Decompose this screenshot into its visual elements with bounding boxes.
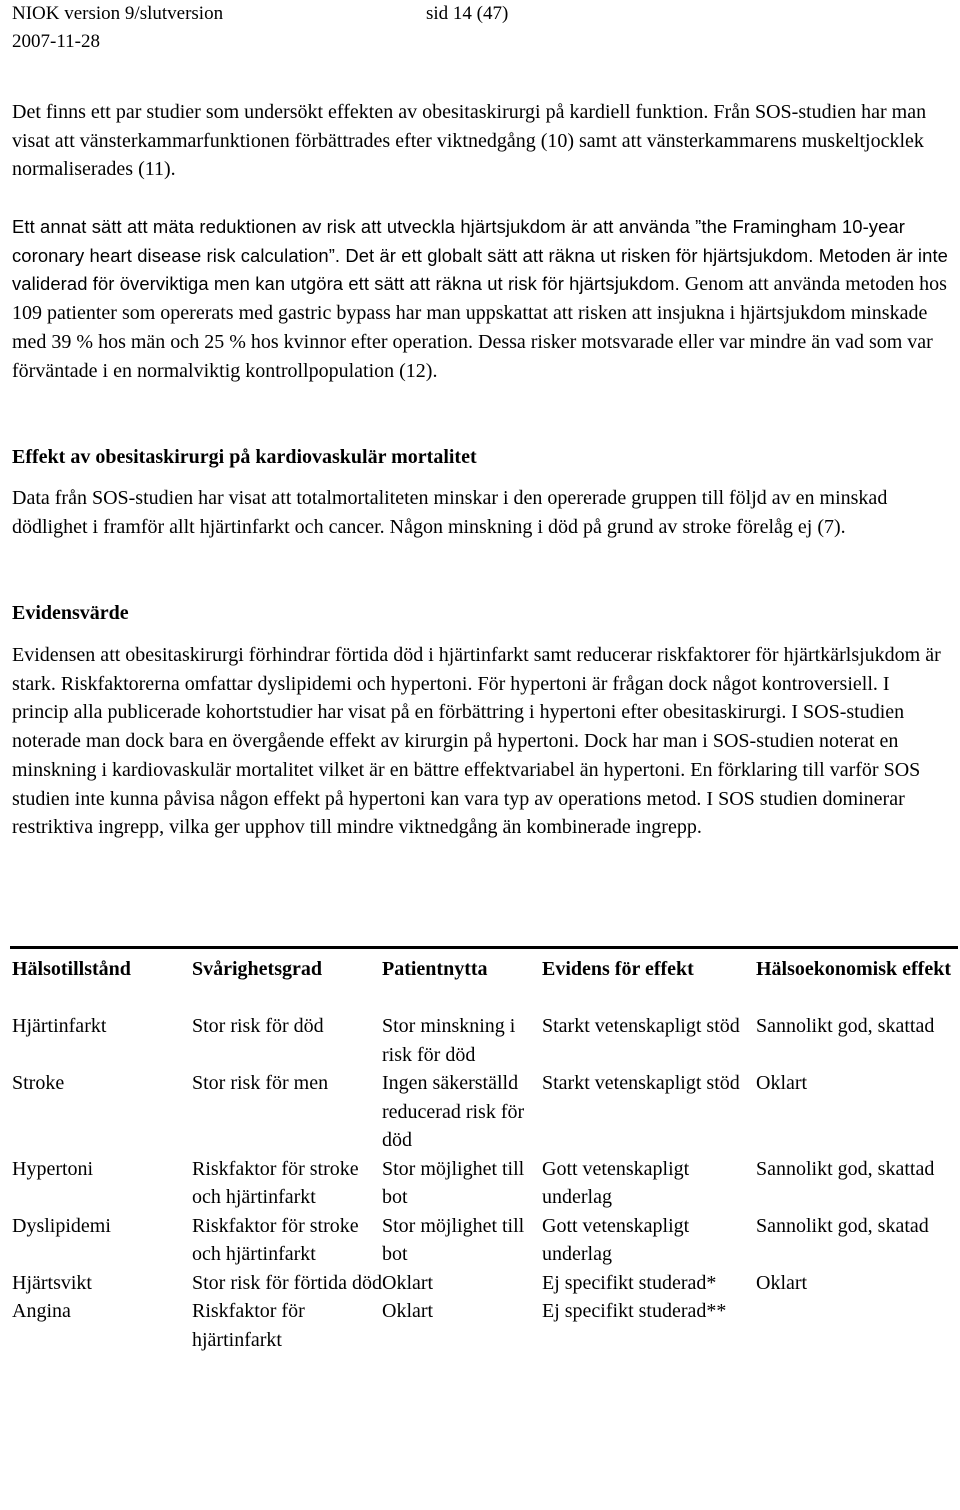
table-cell: Stor minskning i risk för död (382, 1015, 516, 1066)
paragraph-mortality (12, 484, 948, 541)
section-heading: Effekt av obesitaskirurgi på kardiovaskulär mortalitet (12, 446, 477, 468)
table-cell: Oklart (382, 1271, 434, 1294)
table-cell: Starkt vetenskapligt stöd (542, 1072, 740, 1094)
paragraph-framingham (12, 213, 948, 385)
table-cell: Gott vetenskapligt underlag (542, 1157, 690, 1208)
table-cell: Gott vetenskapligt underlag (542, 1214, 690, 1265)
table-cell: Ej specifikt studerad* (542, 1271, 717, 1294)
column-header-severity: Svårighetsgrad (192, 958, 322, 980)
table-cell: Hjärtsvikt (12, 1271, 92, 1294)
validation-sentence: Metoden är inte validerad för överviktiga men kan utgöra ett sätt att räkna ut risk för hjärtsjukdom. (12, 244, 948, 295)
table-cell: Riskfaktor för stroke och hjärtinfarkt (192, 1157, 359, 1208)
table-cell: Oklart (382, 1300, 434, 1322)
table-cell: Oklart (756, 1072, 808, 1094)
body-paragraph: Det finns ett par studier som undersökt effekten av obesitaskirurgi på kardiell funktion. Från SOS-studien har man visat att vänsterkammarfunktionen förbättrades efter viktnedgång (10) samt att vänsterkammarens muskeltjocklek normaliserades (11). (12, 101, 927, 181)
table-cell: Sannolikt god, skattad (756, 1157, 935, 1180)
table-top-rule (10, 946, 958, 949)
global-method-sentence: Det är ett globalt sätt att räkna ut risken för hjärtsjukdom. (340, 244, 814, 266)
section-evidence (12, 599, 948, 627)
table-cell: Stor möjlighet till bot (382, 1214, 525, 1265)
table-row (12, 1269, 952, 1298)
doc-date: 2007-11-28 (12, 31, 100, 52)
table-cell: Ej specifikt studerad** (542, 1300, 727, 1322)
table-cell: Oklart (756, 1271, 808, 1294)
evidence-summary-table (12, 955, 952, 1354)
column-header-health-economic: Hälsoekonomisk effekt (756, 958, 951, 980)
table-cell: Angina (12, 1300, 71, 1322)
body-paragraph: Evidensen att obesitaskirurgi förhindrar förtida död i hjärtinfarkt samt reducerar riskfaktorer för hjärtkärlsjukdom är stark. Riskfaktorerna omfattar dyslipidemi och hypertoni. För hypertoni är frågan dock något kontroversiell. I princip alla publicerade kohortstudier har visat på en förbättring i hypertoni efter obesitaskirurgi. I SOS-studien noterade man dock bara en övergående effekt av kirurgin på hypertoni. Dock har man i SOS-studien noterat en minskning i kardiovaskulär mortalitet vilket är en bättre effektvariabel än hypertoni. En förklaring till varför SOS studien inte kunna påvisa någon effekt på hypertoni kan vara typ av operations metod. I SOS studien dominerar restriktiva ingrepp, vilka ger upphov till mindre viktnedgång än kombinerade ingrepp. (12, 644, 941, 839)
paragraph-evidence (12, 641, 948, 842)
page-number: sid 14 (47) (426, 3, 509, 24)
section-mortality (12, 443, 948, 471)
table-cell: Dyslipidemi (12, 1214, 111, 1237)
table-cell: Hjärtinfarkt (12, 1015, 107, 1037)
framingham-sentence: Ett annat sätt att mäta reduktionen av risk att utveckla hjärtsjukdom är att använda ”the Framingham 10-year coronary heart disease risk calculation”. (12, 216, 905, 266)
table-cell: Hypertoni (12, 1157, 94, 1180)
table-cell (756, 1297, 952, 1354)
table-cell: Stor risk för död (192, 1015, 324, 1037)
bypass-result-sentence: Genom att använda metoden hos 109 patienter som opererats med gastric bypass har man uppskattat att risken att insjukna i hjärtsjukdom minskade med 39 % hos män och 25 % hos kvinnor efter operation. Dessa risker motsvarade eller var mindre än vad som var förväntade i en normalviktig kontrollpopulation (12). (12, 273, 947, 382)
table-row (12, 1012, 952, 1069)
table-cell: Stor risk för men (192, 1072, 329, 1094)
column-header-patient-benefit: Patientnytta (382, 958, 488, 980)
column-header-evidence: Evidens för effekt (542, 958, 694, 980)
table-cell: Sannolikt god, skatad (756, 1214, 929, 1237)
table-cell: Stor möjlighet till bot (382, 1157, 525, 1208)
section-heading: Evidensvärde (12, 602, 129, 624)
table-row (12, 1155, 952, 1212)
table-row (12, 1212, 952, 1269)
table-cell: Riskfaktor för stroke och hjärtinfarkt (192, 1214, 359, 1265)
table-cell: Stroke (12, 1072, 65, 1094)
body-paragraph: Data från SOS-studien har visat att totalmortaliteten minskar i den opererade gruppen till följd av en minskad dödlighet i framför allt hjärtinfarkt och cancer. Någon minskning i död på grund av stroke förelåg ej (7). (12, 487, 888, 538)
doc-version: NIOK version 9/slutversion (12, 3, 224, 24)
table-cell: Riskfaktor för hjärtinfarkt (192, 1300, 305, 1351)
paragraph-cardiac-function (12, 98, 948, 184)
table-cell: Stor risk för förtida död (192, 1271, 382, 1294)
body-paragraph (12, 213, 948, 385)
table-row (12, 1297, 952, 1354)
table-cell: Ingen säkerställd reducerad risk för död (382, 1072, 525, 1151)
table-row (12, 1069, 952, 1155)
column-header-condition: Hälsotillstånd (12, 958, 131, 980)
table-header-row (12, 955, 952, 1012)
table-cell: Starkt vetenskapligt stöd (542, 1015, 740, 1037)
table-cell: Sannolikt god, skattad (756, 1015, 935, 1037)
